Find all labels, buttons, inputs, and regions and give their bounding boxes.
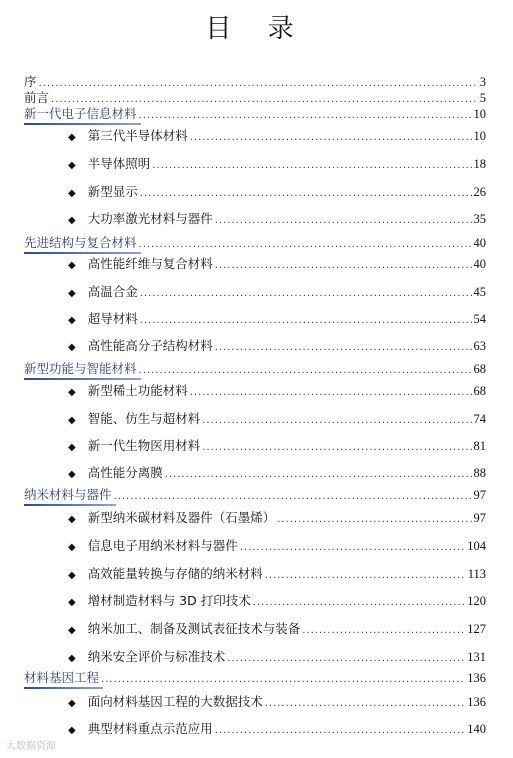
dot-leader [215,215,472,226]
toc-item-row[interactable] [68,254,486,272]
toc-page-number: 81 [473,439,486,453]
toc-item-row[interactable] [68,209,486,227]
diamond-bullet-icon: ◆ [68,469,76,480]
diamond-bullet-icon: ◆ [68,160,76,171]
toc-label: 高性能分离膜 [87,465,163,480]
toc-section-row[interactable] [24,668,486,686]
toc-item-row[interactable] [68,536,486,554]
dot-leader [215,725,466,736]
toc-page-number: 3 [479,75,486,89]
toc-page-number: 5 [479,91,486,105]
toc-item-row[interactable] [68,619,486,637]
toc-label: 前言 [24,90,50,105]
diamond-bullet-icon: ◆ [68,342,76,353]
toc-label: 大功率激光材料与器件 [87,211,213,226]
section-underline [24,687,103,689]
dot-leader [265,570,466,581]
toc-item-row[interactable] [68,409,486,427]
dot-leader [139,239,472,250]
dot-leader [202,415,471,426]
toc-section-row[interactable] [24,359,486,377]
toc-label: 先进结构与复合材料 [24,233,137,251]
dot-leader [140,315,472,326]
dot-leader [190,387,472,398]
dot-leader [202,442,471,453]
toc-page-number: 54 [473,312,486,326]
diamond-bullet-icon: ◆ [68,725,76,736]
dot-leader [139,365,472,376]
toc-label: 面向材料基因工程的大数据技术 [87,694,263,709]
section-underline [24,123,141,125]
toc-label: 高性能高分子结构材料 [87,338,213,353]
toc-label: 智能、仿生与超材料 [87,411,201,426]
dot-leader [215,260,472,271]
dot-leader [227,653,465,664]
section-underline [24,378,141,380]
toc-section-row[interactable] [24,485,486,503]
toc-item-row[interactable] [68,508,486,526]
diamond-bullet-icon: ◆ [68,215,76,226]
dot-leader [165,469,472,480]
toc-label: 高效能量转换与存储的纳米材料 [87,566,263,581]
toc-page-number: 68 [473,384,486,398]
dot-leader [240,542,466,553]
toc-page-number: 18 [473,157,486,171]
toc-item-row[interactable] [68,154,486,172]
dot-leader [302,625,465,636]
toc-page-number: 127 [467,622,486,636]
toc-page-number: 45 [473,285,486,299]
toc-label: 材料基因工程 [24,668,99,686]
diamond-bullet-icon: ◆ [68,260,76,271]
toc-label: 第三代半导体材料 [87,128,188,143]
toc-item-row[interactable] [68,591,486,609]
toc-label: 超导材料 [87,311,138,326]
toc-item-row[interactable] [68,381,486,399]
toc-item-row[interactable] [68,719,486,737]
toc-label: 半导体照明 [87,156,151,171]
dot-leader [139,110,472,121]
dot-leader [101,674,465,685]
toc-item-row[interactable] [68,564,486,582]
toc-page-number: 136 [467,695,486,709]
diamond-bullet-icon: ◆ [68,597,76,608]
toc-page-number: 40 [473,236,486,250]
toc-label: 新型纳米碳材料及器件（石墨烯） [87,510,276,525]
toc-label: 序 [24,74,37,89]
toc-label: 新型显示 [87,184,138,199]
toc-page-number: 88 [473,466,486,480]
watermark: 大数据资源 [6,741,56,752]
diamond-bullet-icon: ◆ [68,442,76,453]
toc-label: 纳米材料与器件 [24,485,112,503]
section-underline [24,504,116,506]
toc-page-number: 97 [473,511,486,525]
toc-item-row[interactable] [68,282,486,300]
dot-leader [140,188,472,199]
toc-item-row[interactable] [68,126,486,144]
toc-page-number: 40 [473,257,486,271]
toc-page-number: 63 [473,339,486,353]
toc-label: 信息电子用纳米材料与器件 [87,538,238,553]
toc-page-number: 26 [473,185,486,199]
toc-section-row[interactable] [24,104,486,122]
diamond-bullet-icon: ◆ [68,653,76,664]
toc-page-number: 136 [467,671,486,685]
dot-leader [253,597,466,608]
toc-item-row[interactable] [68,463,486,481]
toc-item-row[interactable] [68,692,486,710]
diamond-bullet-icon: ◆ [68,570,76,581]
diamond-bullet-icon: ◆ [68,288,76,299]
dot-leader [140,288,472,299]
toc-label: 新一代电子信息材料 [24,104,137,122]
toc-item-row[interactable] [68,336,486,354]
diamond-bullet-icon: ◆ [68,542,76,553]
toc-label: 新型稀土功能材料 [87,383,188,398]
toc-page-number: 131 [467,650,486,664]
diamond-bullet-icon: ◆ [68,188,76,199]
toc-label: 纳米加工、制备及测试表征技术与装备 [87,621,301,636]
toc-page-number: 74 [473,412,486,426]
dot-leader [265,698,466,709]
toc-page-number: 68 [473,362,486,376]
toc-page-number: 113 [467,567,486,581]
toc-item-row[interactable] [68,436,486,454]
toc-page-number: 10 [473,129,486,143]
toc-label: 新一代生物医用材料 [87,438,201,453]
dot-leader [114,491,472,502]
toc-page-number: 120 [467,594,486,608]
toc-item-row[interactable] [68,647,486,665]
toc-page-number: 97 [473,488,486,502]
toc-label: 高性能纤维与复合材料 [87,256,213,271]
toc-label: 纳米安全评价与标准技术 [87,649,226,664]
diamond-bullet-icon: ◆ [68,625,76,636]
toc-label: 高温合金 [87,284,138,299]
toc-page-number: 104 [467,539,486,553]
diamond-bullet-icon: ◆ [68,315,76,326]
diamond-bullet-icon: ◆ [68,415,76,426]
toc-label: 增材制造材料与 3D 打印技术 [87,593,251,608]
dot-leader [215,342,472,353]
diamond-bullet-icon: ◆ [68,132,76,143]
toc-label: 典型材料重点示范应用 [87,721,213,736]
toc-item-row[interactable] [68,182,486,200]
toc-page-number: 140 [467,722,486,736]
dot-leader [277,514,471,525]
dot-leader [190,132,472,143]
toc-page-number: 35 [473,212,486,226]
diamond-bullet-icon: ◆ [68,514,76,525]
diamond-bullet-icon: ◆ [68,698,76,709]
page-title: 目 录 [205,14,308,44]
diamond-bullet-icon: ◆ [68,387,76,398]
toc-section-row[interactable] [24,233,486,251]
toc-page-number: 10 [473,107,486,121]
dot-leader [152,160,471,171]
toc-label: 新型功能与智能材料 [24,359,137,377]
toc-item-row[interactable] [68,309,486,327]
